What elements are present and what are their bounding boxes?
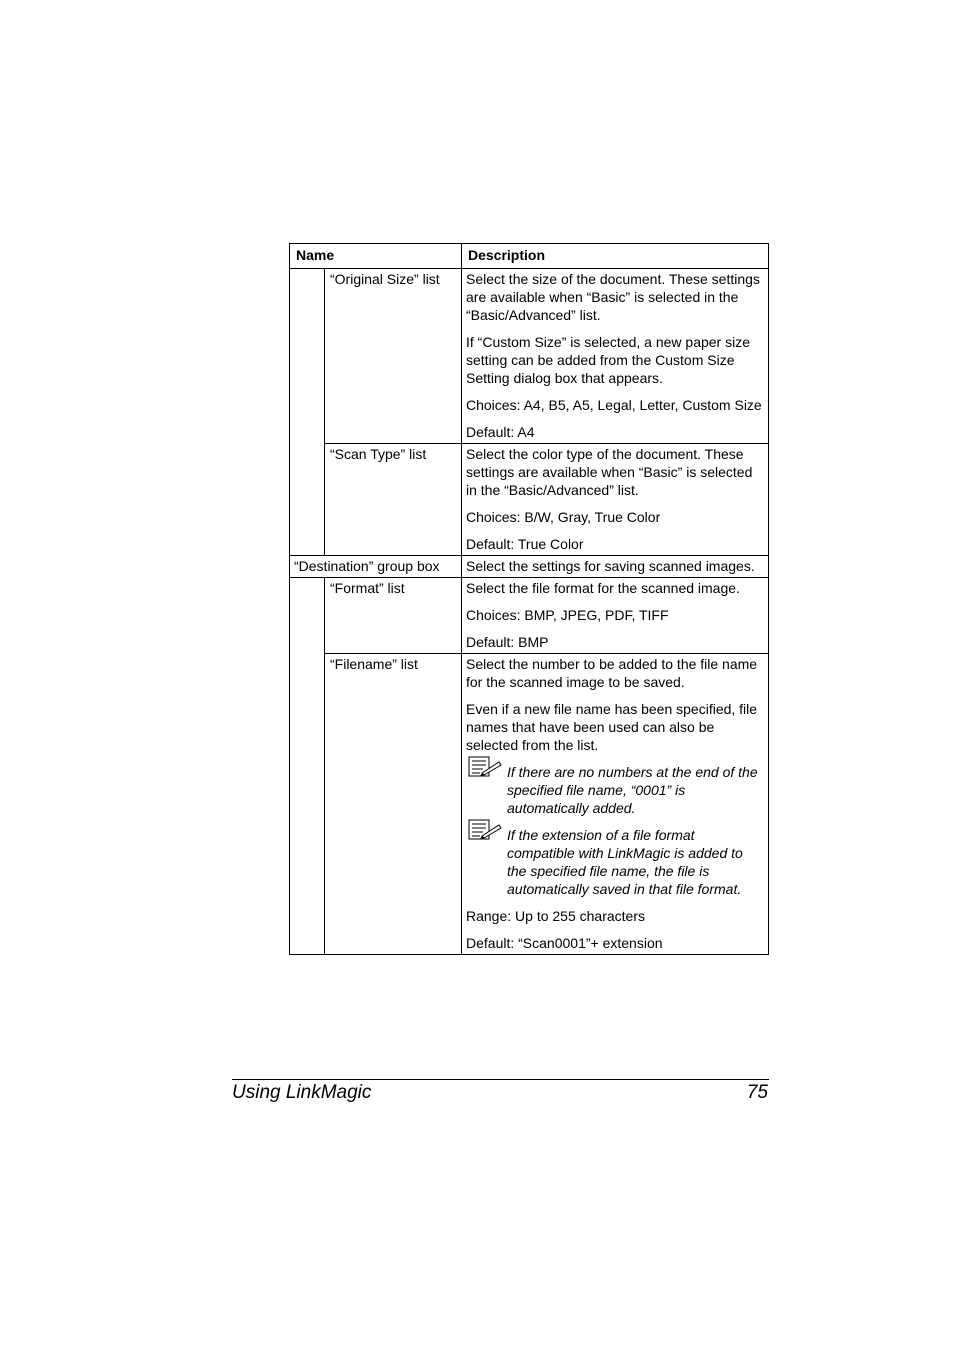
description-text: Select the number to be added to the file name for the scanned image to be saved. xyxy=(466,656,758,690)
row-description xyxy=(462,444,769,556)
row-name: “Filename” list xyxy=(325,654,462,955)
header-description: Description xyxy=(462,244,769,269)
indent-cell xyxy=(290,269,325,556)
indent-cell xyxy=(290,578,325,955)
description-text: Range: Up to 255 characters xyxy=(466,908,645,924)
row-description xyxy=(462,556,769,578)
description-text: Select the size of the document. These settings are available when “Basic” is selected in the “Basic/Advanced” list. xyxy=(466,271,760,323)
note xyxy=(466,826,764,898)
description-text: Choices: BMP, JPEG, PDF, TIFF xyxy=(466,607,669,623)
description-text: Default: True Color xyxy=(466,536,584,552)
description-text: If “Custom Size” is selected, a new paper size setting can be added from the Custom Size Setting dialog box that appears. xyxy=(466,334,751,386)
description-text: Default: BMP xyxy=(466,634,549,650)
row-name: “Destination” group box xyxy=(290,556,462,578)
table-row xyxy=(290,269,769,444)
note-text: If the extension of a file format compatible with LinkMagic is added to the specified file name, the file is automatically saved in that file format. xyxy=(507,827,743,897)
header-name: Name xyxy=(290,244,462,269)
table-row xyxy=(290,578,769,654)
row-description xyxy=(462,269,769,444)
row-name: “Format” list xyxy=(325,578,462,654)
description-text: Default: A4 xyxy=(466,424,535,440)
note xyxy=(466,763,764,817)
table-row xyxy=(290,654,769,955)
note-text: If there are no numbers at the end of the specified file name, “0001” is automatically added. xyxy=(507,764,758,816)
table-header-row xyxy=(290,244,769,269)
row-description xyxy=(462,654,769,955)
settings-table xyxy=(289,243,769,955)
table-row xyxy=(290,556,769,578)
row-name: “Scan Type” list xyxy=(325,444,462,556)
description-text: Choices: B/W, Gray, True Color xyxy=(466,509,661,525)
row-name: “Original Size” list xyxy=(325,269,462,444)
description-text: Choices: A4, B5, A5, Legal, Letter, Custom Size xyxy=(466,397,762,413)
page-number: 75 xyxy=(746,1082,768,1103)
description-text: Select the file format for the scanned image. xyxy=(466,580,740,596)
description-text: Select the settings for saving scanned images. xyxy=(466,558,755,574)
footer-title: Using LinkMagic xyxy=(232,1082,372,1103)
table-row xyxy=(290,444,769,556)
description-text: Select the color type of the document. These settings are available when “Basic” is selected in the “Basic/Advanced” list. xyxy=(466,446,753,498)
description-text: Even if a new file name has been specified, file names that have been used can also be selected from the list. xyxy=(466,701,758,753)
note-pencil-icon xyxy=(468,819,502,841)
description-text: Default: “Scan0001”+ extension xyxy=(466,935,663,951)
row-description xyxy=(462,578,769,654)
note-pencil-icon xyxy=(468,756,502,778)
footer-divider xyxy=(232,1079,769,1080)
